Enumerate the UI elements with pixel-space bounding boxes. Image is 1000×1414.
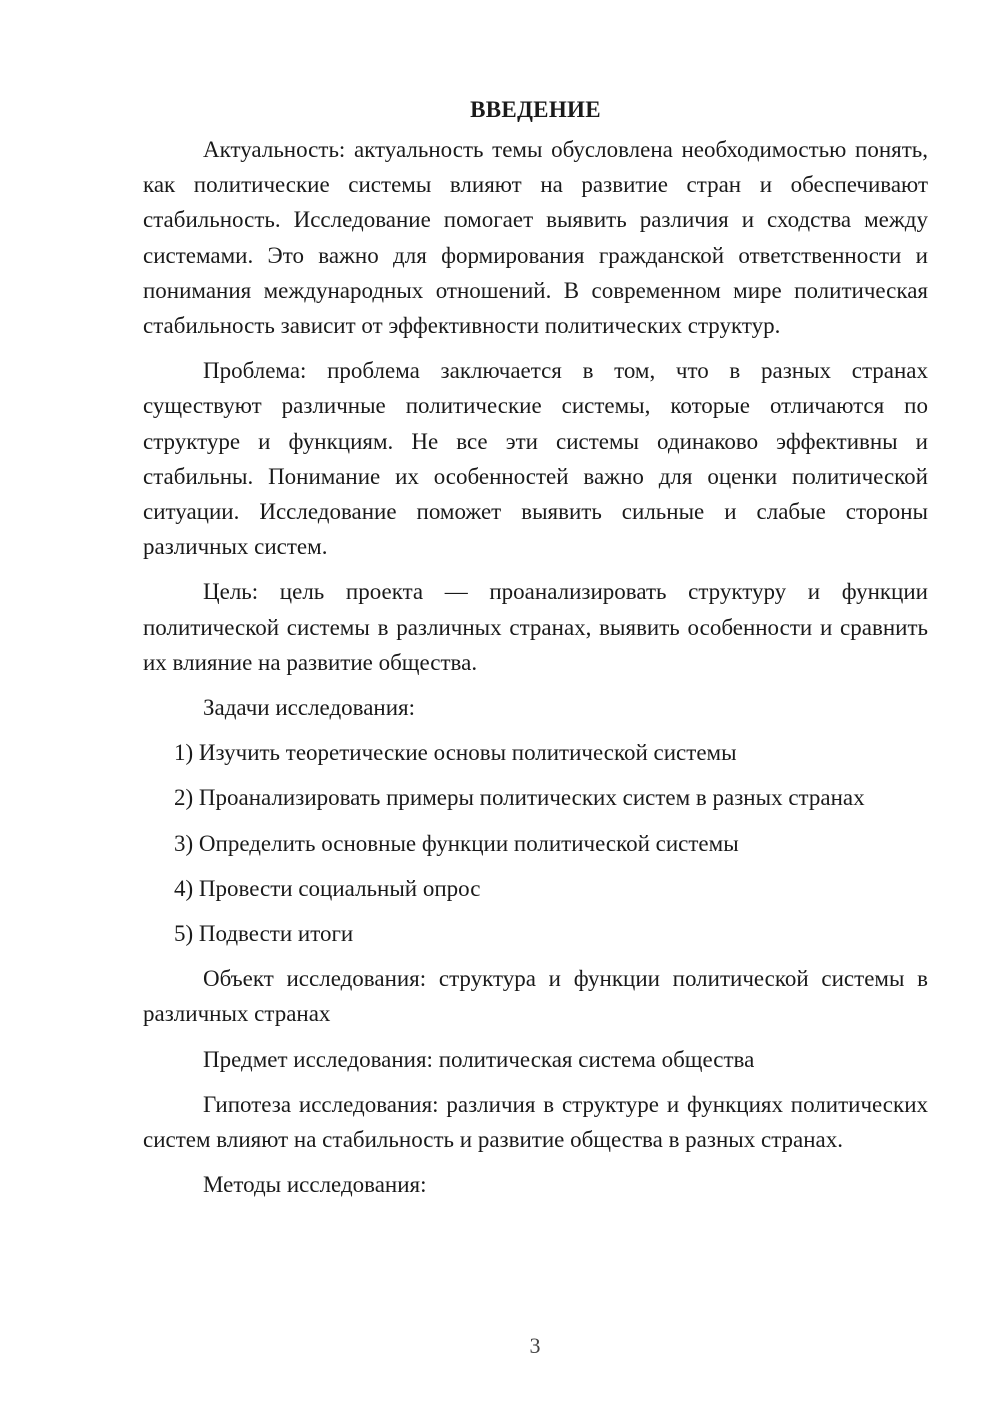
paragraph-goal: Цель: цель проекта — проанализировать структуру и функции политической системы в различных странах, выявить особенности и сравнить их влияние на развитие общества.	[143, 579, 928, 675]
page-title: ВВЕДЕНИЕ	[470, 97, 601, 122]
list-item: 3) Определить основные функции политической системы	[174, 830, 739, 856]
document-page	[143, 88, 928, 1212]
paragraph-problem: Проблема: проблема заключается в том, что в разных странах существуют различные политические системы, которые отличаются по структуре и функциям. Не все эти системы одинаково эффективны и стабильны. Понимание их особенностей важно для оценки политической ситуации. Исследование поможет выявить сильные и слабые стороны различных систем.	[143, 358, 928, 560]
page-number: 3	[529, 1333, 541, 1358]
methods-heading: Методы исследования:	[203, 1172, 427, 1198]
list-item: 2) Проанализировать примеры политических систем в разных странах	[174, 785, 865, 811]
list-item: 1) Изучить теоретические основы политической системы	[174, 740, 737, 766]
tasks-list	[143, 735, 928, 951]
paragraph-hypothesis: Гипотеза исследования: различия в структуре и функциях политических систем влияют на стабильность и развитие общества в разных странах.	[143, 1091, 928, 1153]
paragraph-subject: Предмет исследования: политическая система общества	[203, 1046, 755, 1072]
list-item: 4) Провести социальный опрос	[174, 875, 481, 901]
tasks-heading: Задачи исследования:	[203, 695, 416, 721]
paragraph-relevance: Актуальность: актуальность темы обусловлена необходимостью понять, как политические системы влияют на развитие стран и обеспечивают стабильность. Исследование помогает выявить различия и сходства между системами. Это важно для формирования гражданской ответственности и понимания международных отношений. В современном мире политическая стабильность зависит от эффективности политических структур.	[143, 137, 928, 339]
list-item: 5) Подвести итоги	[174, 921, 354, 947]
paragraph-object: Объект исследования: структура и функции политической системы в различных странах	[143, 966, 928, 1027]
